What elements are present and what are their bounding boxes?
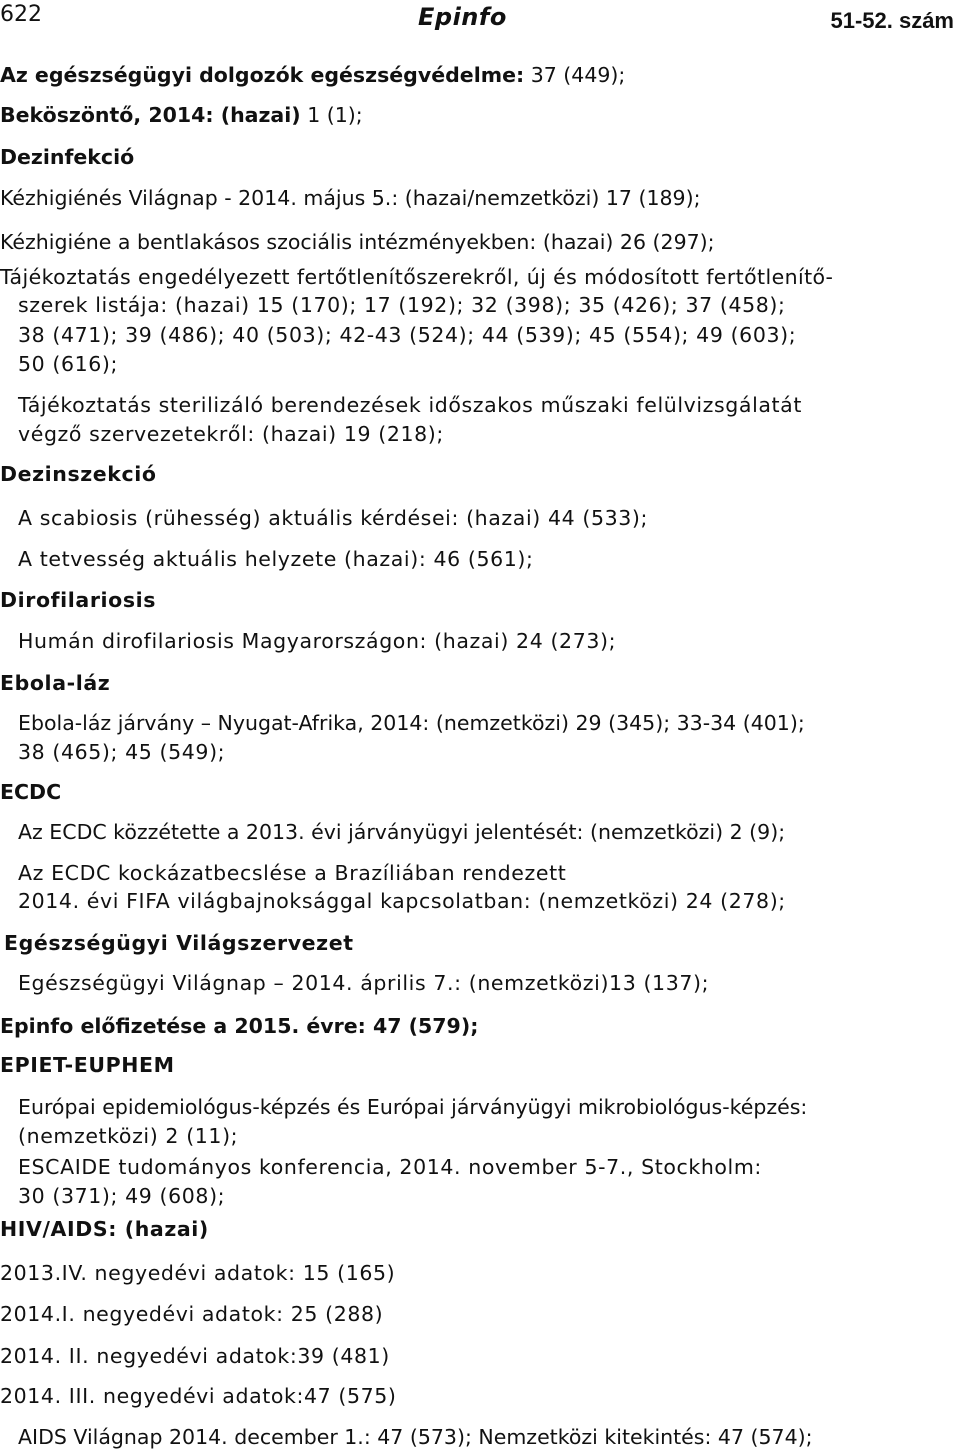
index-entry-cont: szerek listája: (hazai) 15 (170); 17 (192); 32 (398); 35 (426); 37 (458); [18, 293, 786, 317]
index-entry: Kézhigiénés Világnap - 2014. május 5.: (hazai/nemzetközi) 17 (189); [0, 186, 701, 210]
section-heading: Dezinfekció [0, 145, 135, 169]
index-entry-cont: 50 (616); [18, 352, 119, 376]
index-entry: Ebola-láz járvány – Nyugat-Afrika, 2014: (nemzetközi) 29 (345); 33-34 (401); [18, 711, 805, 735]
section-heading: ECDC [0, 780, 62, 804]
index-entry: 2014.I. negyedévi adatok: 25 (288) [0, 1302, 384, 1326]
index-entry: Az egészségügyi dolgozók egészségvédelme: 37 (449); [0, 63, 626, 87]
index-entry-cont: 30 (371); 49 (608); [18, 1184, 226, 1208]
section-heading: Ebola-láz [0, 671, 111, 695]
index-entry: AIDS Világnap 2014. december 1.: 47 (573); Nemzetközi kitekintés: 47 (574); [18, 1425, 813, 1449]
index-entry: 2014. II. negyedévi adatok:39 (481) [0, 1344, 390, 1368]
issue-number: 51-52. szám [830, 8, 954, 33]
page-header [0, 0, 960, 44]
index-entry: 2014. III. negyedévi adatok:47 (575) [0, 1384, 397, 1408]
section-heading: EPIET-EUPHEM [0, 1053, 175, 1077]
index-entry: 2013.IV. negyedévi adatok: 15 (165) [0, 1261, 396, 1285]
index-entry: Kézhigiéne a bentlakásos szociális intézményekben: (hazai) 26 (297); [0, 230, 715, 254]
index-entry-cont: 2014. évi FIFA világbajnoksággal kapcsolatban: (nemzetközi) 24 (278); [18, 889, 786, 913]
index-entry-cont: 38 (465); 45 (549); [18, 740, 226, 764]
index-entry: A scabiosis (rühesség) aktuális kérdései: (hazai) 44 (533); [18, 506, 648, 530]
page-number: 622 [0, 2, 42, 27]
index-entry: Európai epidemiológus-képzés és Európai járványügyi mikrobiológus-képzés: [18, 1095, 808, 1119]
section-heading: Dezinszekció [0, 462, 157, 486]
index-entry-cont: 38 (471); 39 (486); 40 (503); 42-43 (524); 44 (539); 45 (554); 49 (603); [18, 323, 797, 347]
index-entry: Az ECDC kockázatbecslése a Brazíliában rendezett [18, 861, 567, 885]
index-entry: Tájékoztatás engedélyezett fertőtlenítőszerekről, új és módosított fertőtlenítő- [0, 265, 834, 289]
index-entry-bold: Epinfo előfizetése a 2015. évre: 47 (579); [0, 1014, 479, 1038]
section-heading: Dirofilariosis [0, 588, 157, 612]
index-entry: Beköszöntő, 2014: (hazai) 1 (1); [0, 103, 363, 127]
index-entry: A tetvesség aktuális helyzete (hazai): 46 (561); [18, 547, 534, 571]
index-entry-cont: végző szervezetekről: (hazai) 19 (218); [18, 422, 444, 446]
index-entry-cont: (nemzetközi) 2 (11); [18, 1124, 239, 1148]
index-entry: Egészségügyi Világnap – 2014. április 7.: (nemzetközi)13 (137); [18, 971, 710, 995]
section-heading: HIV/AIDS: (hazai) [0, 1217, 209, 1241]
section-heading: Egészségügyi Világszervezet [4, 931, 354, 955]
index-entry: ESCAIDE tudományos konferencia, 2014. november 5-7., Stockholm: [18, 1155, 762, 1179]
journal-logo: Epinfo [418, 3, 507, 31]
index-entry: Az ECDC közzétette a 2013. évi járványügyi jelentését: (nemzetközi) 2 (9); [18, 820, 786, 844]
index-entry: Humán dirofilariosis Magyarországon: (hazai) 24 (273); [18, 629, 617, 653]
index-entry: Tájékoztatás sterilizáló berendezések időszakos műszaki felülvizsgálatát [18, 393, 802, 417]
